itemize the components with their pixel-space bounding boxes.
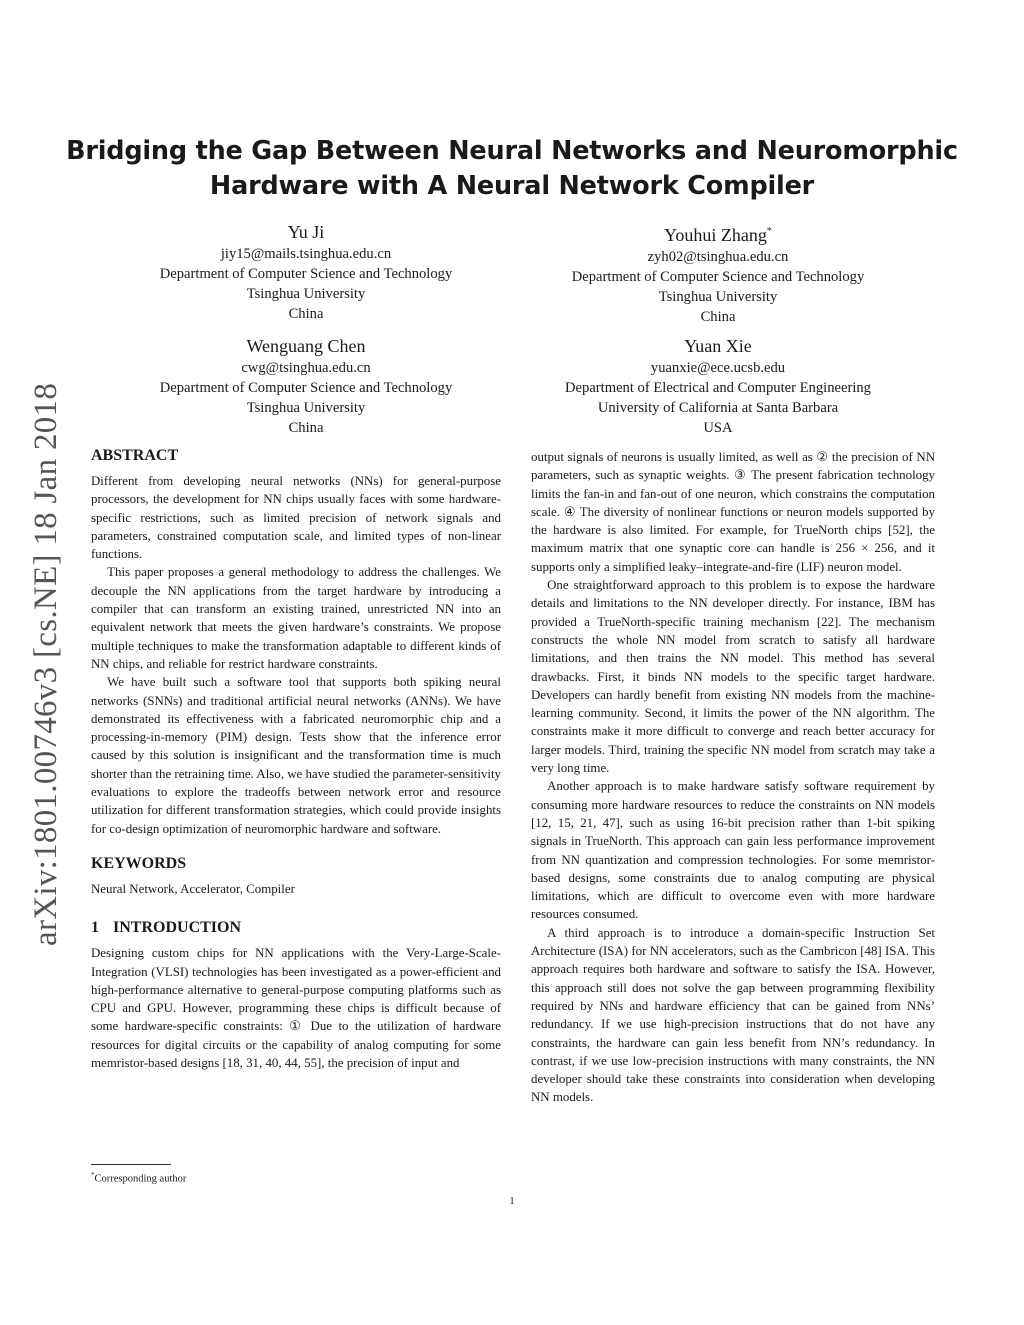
- title-line-1: Bridging the Gap Between Neural Networks and Neuromorphic: [66, 136, 958, 166]
- keywords-text: Neural Network, Accelerator, Compiler: [91, 881, 295, 896]
- abstract-paragraph: This paper proposes a general methodology to address the challenges. We decouple the NN applications from the target hardware by introducing a compiler that can transform an existing trained, unrestricted NN into an equivalent network that meets the given hardware’s constraints. We propose multiple techniques to make the transformation adaptable to different kinds of NN chips, and reliable for restrict hardware constraints.: [91, 565, 501, 671]
- author-organization: Tsinghua University: [246, 286, 366, 302]
- right-column: [531, 448, 935, 1107]
- body-paragraph: output signals of neurons is usually limited, as well as ② the precision of NN parameters, such as synaptic weights. ③ The present fabrication technology limits the fan-in and fan-out of one neuron, which constrains the computation scale. ④ The diversity of nonlinear functions or neuron models supported by the hardware is also limited. For example, for TrueNorth chips [52], the maximum matrix that one synaptic core can handle is 256 × 256, and it supports only a simplified leaky–integrate-and-fire (LIF) neuron model.: [531, 450, 935, 574]
- author-country: USA: [703, 420, 733, 436]
- body-paragraph: One straightforward approach to this problem is to expose the hardware details and limitations to the NN developer directly. For instance, IBM has provided a TrueNorth-specific training mechanism [22]. The mechanism constructs the whole NN model from scratch to satisfy all hardware limitations, and then trains the NN model. This method has several drawbacks. First, it binds NN models to the specific target hardware. Developers can hardly benefit from existing NN models from the machine-learning community. Second, it limits the power of the NN algorithm. The constraints make it more difficult to converge and reach better accuracy for larger models. Third, training the specific NN model from scratch may take a very long time.: [531, 578, 935, 776]
- body-paragraph: A third approach is to introduce a domain-specific Instruction Set Architecture (ISA) for NN accelerators, such as the Cambricon [48] ISA. This approach requires both hardware and software to satisfy the ISA. However, this approach still does not solve the gap between programming flexibility required by NNs and hardware efficiency that can be gained from NNs’ redundancy. If we use high-precision instructions that do not have any constraints, the hardware can gain less benefit from NN’s redundancy. In contrast, if we use low-precision instructions with many constraints, the NN developer should take these constraints into consideration when developing NN models.: [531, 925, 935, 1105]
- author-block-yuan-xie: [508, 334, 928, 438]
- author-department: Department of Computer Science and Technology: [159, 380, 453, 396]
- title-line-2: Hardware with A Neural Network Compiler: [209, 171, 815, 201]
- author-name: Yuan Xie: [684, 336, 752, 356]
- author-email: cwg@tsinghua.edu.cn: [241, 360, 371, 376]
- author-department: Department of Electrical and Computer Engineering: [565, 380, 871, 396]
- author-block-youhui-zhang: [508, 220, 928, 327]
- page-number: 1: [509, 1196, 515, 1207]
- keywords-heading: KEYWORDS: [91, 854, 187, 872]
- abstract-paragraph: Different from developing neural networks (NNs) for general-purpose processors, the development for NN chips usually faces with some hardware-specific restrictions, such as limited precision of network signals and parameters, constrained computation scale, and limited types of non-linear functions.: [91, 474, 501, 562]
- footnote-rule: [91, 1164, 171, 1165]
- author-department: Department of Computer Science and Technology: [571, 269, 865, 285]
- left-column: [91, 446, 501, 1072]
- footnote: [91, 1171, 186, 1185]
- arxiv-stamp: arXiv:1801.00746v3 [cs.NE] 18 Jan 2018: [28, 382, 64, 946]
- abstract-heading: ABSTRACT: [91, 447, 179, 464]
- author-country: China: [288, 306, 324, 322]
- author-name: Wenguang Chen: [246, 336, 366, 356]
- corresponding-mark: *: [766, 226, 772, 237]
- author-department: Department of Computer Science and Technology: [159, 266, 453, 282]
- author-name: Yu Ji: [287, 222, 325, 242]
- section-number: 1: [91, 919, 99, 937]
- footnote-text: Corresponding author: [94, 1173, 187, 1185]
- author-organization: University of California at Santa Barbara: [597, 400, 839, 416]
- abstract-paragraph: We have built such a software tool that supports both spiking neural networks (SNNs) and traditional artificial neural networks (ANNs). We have demonstrated its effectiveness with a fabricated neuromorphic chip and a processing-in-memory (PIM) design. Tests show that the inference error caused by this solution is insignificant and the transformation time is much shorter than the retraining time. Also, we have studied the parameter-sensitivity evaluations to explore the tradeoffs between network error and resource utilization for different transformation strategies, which could provide insights for co-design optimization of neuromorphic hardware and software.: [91, 675, 501, 836]
- author-country: China: [700, 309, 736, 325]
- author-email: jiy15@mails.tsinghua.edu.cn: [220, 246, 392, 262]
- author-organization: Tsinghua University: [246, 400, 366, 416]
- footnote-mark: *: [91, 1171, 95, 1179]
- author-organization: Tsinghua University: [658, 289, 778, 305]
- author-name: Youhui Zhang*: [664, 225, 772, 245]
- introduction-paragraph: Designing custom chips for NN applications with the Very-Large-Scale-Integration (VLSI) technologies has been investigated as a power-efficient and high-performance alternative to general-purpose computing platforms such as CPU and GPU. However, programming these chips is difficult because of some hardware-specific constraints: ① Due to the utilization of hardware resources for digital circuits or the capability of analog computing for some memristor-based designs [18, 31, 40, 44, 55], the precision of input and: [91, 946, 501, 1071]
- body-paragraph: Another approach is to make hardware satisfy software requirement by consuming more hardware resources to reduce the constraints on NN models [12, 15, 21, 47], such as using 16-bit precision rather than 1-bit spiking signals in TrueNorth. This approach can gain less performance improvement from NN quantization and compression technologies. For some memristor-based designs, some constraints due to analog computing are physical limitations, which are difficult to overcome even with more hardware resources consumed.: [531, 779, 935, 922]
- author-email: zyh02@tsinghua.edu.cn: [647, 249, 789, 265]
- author-email: yuanxie@ece.ucsb.edu: [650, 360, 786, 376]
- section-title: INTRODUCTION: [113, 919, 242, 937]
- author-block-wenguang-chen: [96, 334, 516, 438]
- author-country: China: [288, 420, 324, 436]
- author-block-yu-ji: [96, 220, 516, 324]
- introduction-heading: [91, 918, 501, 938]
- paper-title: [60, 134, 964, 204]
